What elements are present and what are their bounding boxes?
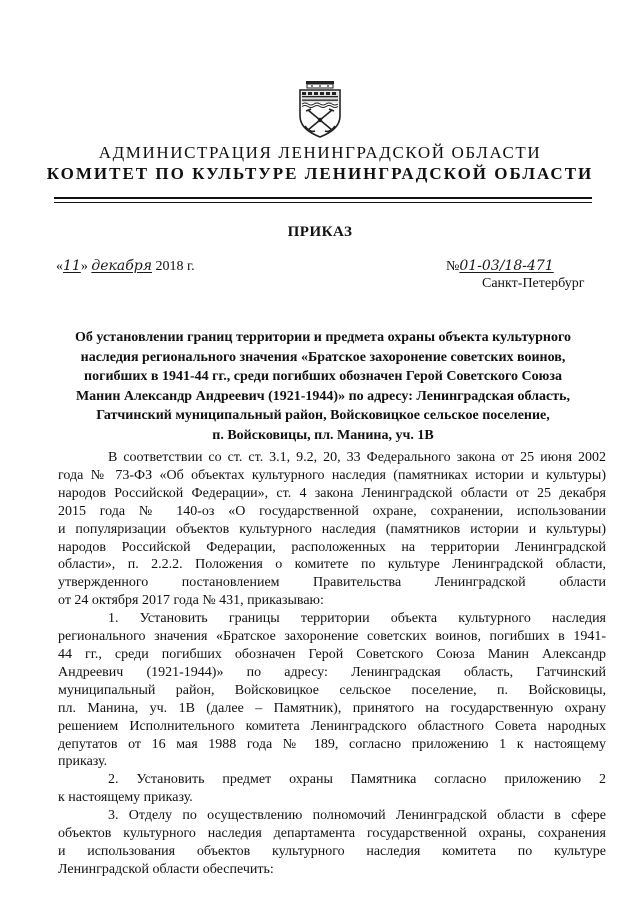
- body-line: объектов культурного наследия департамента государственной охраны, сохранения: [58, 826, 606, 842]
- document-body: [58, 449, 606, 879]
- subject-line: п. Войсковицы, пл. Манина, уч. 1В: [212, 427, 434, 443]
- subject-line: Манин Александр Андреевич (1921-1944)» по адресу: Ленинградская область,: [75, 388, 571, 404]
- body-line: регионального значения «Братское захоронение советских воинов, погибших в 1941-: [58, 629, 606, 645]
- body-line: Ленинградской области обеспечить:: [58, 861, 274, 877]
- header-divider-thick: [54, 197, 592, 199]
- body-line: 1. Установить границы территории объекта культурного наследия: [108, 611, 606, 627]
- body-line: 44 гг., среди погибших обозначен Герой Советского Союза Манин Александр: [58, 646, 606, 662]
- document-city: Санкт-Петербург: [482, 276, 585, 291]
- date-close-quote: »: [80, 259, 88, 274]
- date-month-handwritten: декабря: [91, 258, 152, 274]
- subject-line: Об установлении границ территории и предмета охраны объекта культурного: [75, 330, 571, 345]
- body-line: утвержденного постановлением Правительства Ленинградской области: [58, 575, 606, 591]
- document-type-title: ПРИКАЗ: [287, 224, 353, 240]
- body-line: муниципальный район, Войсковицкое сельское поселение, п. Войсковицы,: [58, 682, 606, 698]
- coat-of-arms-icon: [296, 80, 344, 138]
- date-year: 2018 г.: [155, 259, 195, 274]
- body-line: 2015 года № 140-оз «О государственной охране, сохранении, использовании: [58, 503, 606, 519]
- body-line: народов Российской Федерации, расположенных на территории Ленинградской: [58, 539, 606, 555]
- body-line: Андреевич (1921-1944)» по адресу: Ленинградская область, Гатчинский: [58, 664, 606, 680]
- header-divider-thin: [54, 202, 592, 203]
- body-line: года № 73-ФЗ «Об объектах культурного наследия (памятниках истории и культуры): [58, 467, 606, 483]
- body-line: от 24 октября 2017 года № 431, приказываю:: [58, 593, 324, 609]
- document-date: [56, 258, 195, 275]
- date-open-quote: «: [56, 259, 63, 274]
- body-line: и использования объектов культурного наследия комитета по культуре: [58, 843, 606, 859]
- body-line: народов Российской Федерации», ст. 4 закона Ленинградской области от 25 декабря: [58, 485, 606, 501]
- document-subject: [54, 328, 592, 446]
- body-line: 3. Отделу по осуществлению полномочий Ленинградской области в сфере: [108, 808, 606, 824]
- number-handwritten: 01-03/18-471: [459, 258, 554, 274]
- body-line: и популяризации объектов культурного наследия (памятников истории и культуры): [58, 521, 606, 537]
- subject-line: Гатчинский муниципальный район, Войсковицкое сельское поселение,: [96, 408, 550, 424]
- body-line: к настоящему приказу.: [58, 790, 193, 806]
- body-line: пл. Манина, уч. 1В (далее – Памятник), принятого на государственную охрану: [58, 700, 606, 716]
- subject-line: погибших в 1941-44 гг., среди погибших обозначен Герой Советского Союза: [84, 369, 562, 385]
- document-number: [446, 258, 554, 275]
- body-line: приказу.: [58, 754, 108, 770]
- body-line: депутатов от 16 мая 1988 года № 189, согласно приложению 1 к настоящему: [58, 736, 606, 752]
- body-line: области», п. 2.2.2. Положения о комитете по культуре Ленинградской области,: [58, 557, 606, 573]
- date-day-handwritten: 11: [63, 258, 81, 274]
- body-line: В соответствии со ст. ст. 3.1, 9.2, 20, 33 Федерального закона от 25 июня 2002: [108, 450, 606, 465]
- org-title-administration: АДМИНИСТРАЦИЯ ЛЕНИНГРАДСКОЙ ОБЛАСТИ: [98, 143, 542, 162]
- org-title-committee: КОМИТЕТ ПО КУЛЬТУРЕ ЛЕНИНГРАДСКОЙ ОБЛАСТИ: [46, 164, 594, 183]
- body-line: 2. Установить предмет охраны Памятника согласно приложению 2: [108, 772, 606, 788]
- body-line: решением Исполнительного комитета Ленинградского областного Совета народных: [58, 718, 606, 734]
- subject-line: наследия регионального значения «Братское захоронение советских воинов,: [80, 349, 566, 365]
- number-prefix: №: [446, 259, 460, 274]
